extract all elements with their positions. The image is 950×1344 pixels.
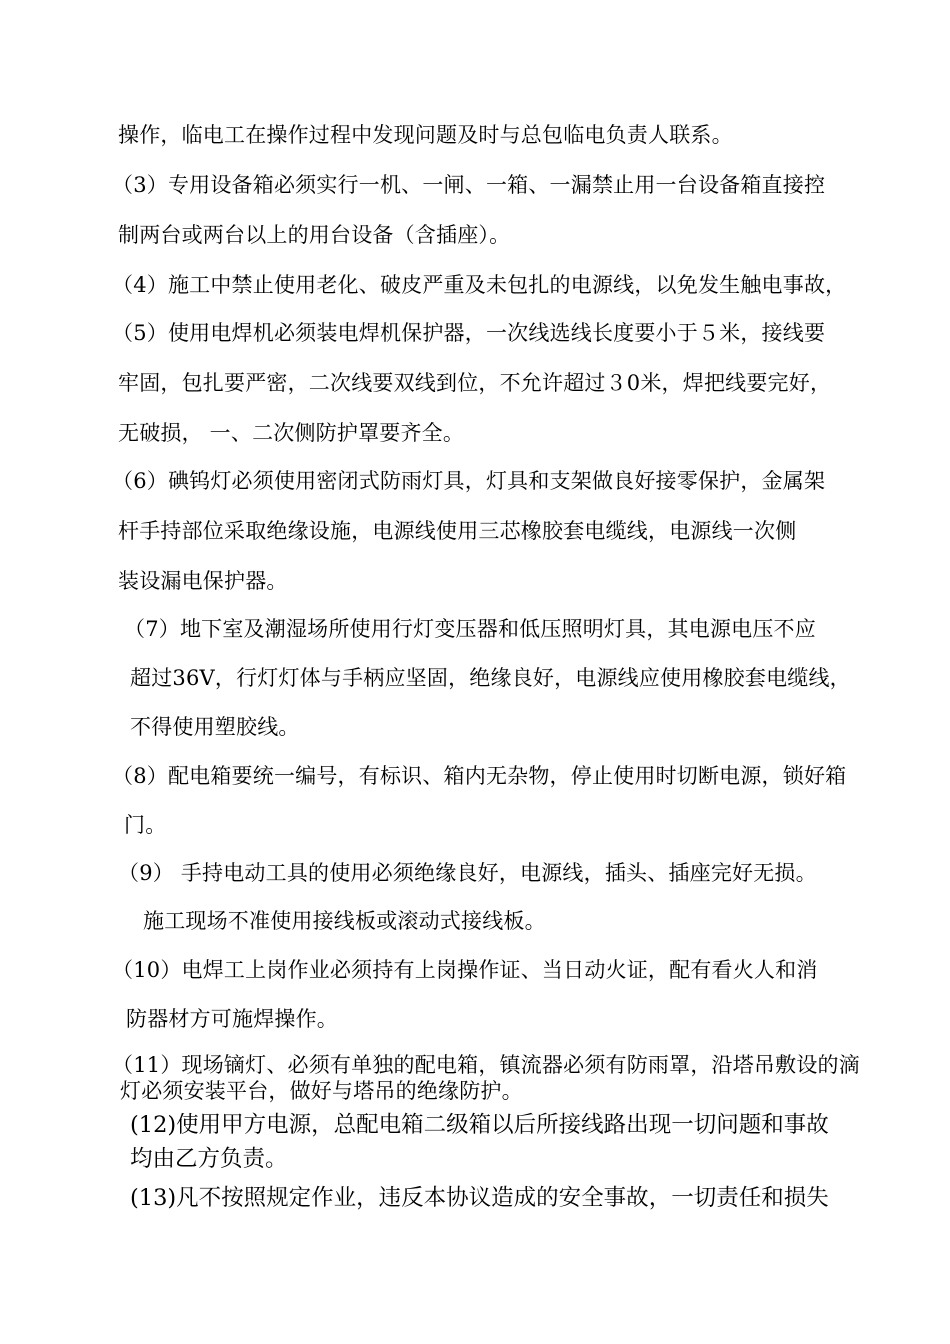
text-line: 杆手持部位采取绝缘设施，电源线使用三芯橡胶套电缆线，电源线一次侧 <box>118 519 797 543</box>
text-line: （11）现场镝灯、必须有单独的配电箱，镇流器必须有防雨罩，沿塔吊敷设的滴 <box>112 1053 860 1077</box>
text-line: （6）碘钨灯必须使用密闭式防雨灯具，灯具和支架做良好接零保护，金属架 <box>112 469 826 493</box>
text-line: （5）使用电焊机必须装电焊机保护器，一次线选线长度要小于５米，接线要 <box>112 321 826 345</box>
text-line: （7）地下室及潮湿场所使用行灯变压器和低压照明灯具，其电源电压不应 <box>124 617 816 641</box>
text-line: 均由乙方负责。 <box>130 1146 288 1172</box>
text-line: 灯必须安装平台，做好与塔吊的绝缘防护。 <box>120 1079 523 1103</box>
text-line: 无破损， 一、二次侧防护罩要齐全。 <box>118 421 465 445</box>
text-line: （3）专用设备箱必须实行一机、一闸、一箱、一漏禁止用一台设备箱直接控 <box>112 173 826 197</box>
text-line: 施工现场不准使用接线板或滚动式接线板。 <box>143 909 546 933</box>
text-line: 门。 <box>124 813 167 837</box>
text-line: （8）配电箱要统一编号，有标识、箱内无杂物，停止使用时切断电源，锁好箱 <box>112 764 847 788</box>
text-line: 超过36V，行灯灯体与手柄应坚固，绝缘良好，电源线应使用橡胶套电缆线， <box>130 666 851 690</box>
text-line: 装设漏电保护器。 <box>118 569 288 593</box>
text-line: (13)凡不按照规定作业，违反本协议造成的安全事故，一切责任和损失 <box>130 1185 829 1211</box>
text-line: （9） 手持电动工具的使用必须绝缘良好，电源线，插头、插座完好无损。 <box>118 861 817 885</box>
text-line: (12)使用甲方电源，总配电箱二级箱以后所接线路出现一切问题和事故 <box>130 1112 829 1138</box>
text-line: 牢固，包扎要严密，二次线要双线到位，不允许超过３0米，焊把线要完好， <box>118 371 832 395</box>
text-line: 不得使用塑胶线。 <box>130 715 300 739</box>
text-line: （10）电焊工上岗作业必须持有上岗操作证、当日动火证，配有看火人和消 <box>112 958 818 982</box>
text-line: 操作，临电工在操作过程中发现问题及时与总包临电负责人联系。 <box>118 123 733 147</box>
text-line: （4）施工中禁止使用老化、破皮严重及未包扎的电源线，以免发生触电事故， <box>112 273 847 297</box>
text-line: 制两台或两台以上的用台设备（含插座）。 <box>118 223 511 247</box>
text-line: 防器材方可施焊操作。 <box>126 1007 338 1031</box>
